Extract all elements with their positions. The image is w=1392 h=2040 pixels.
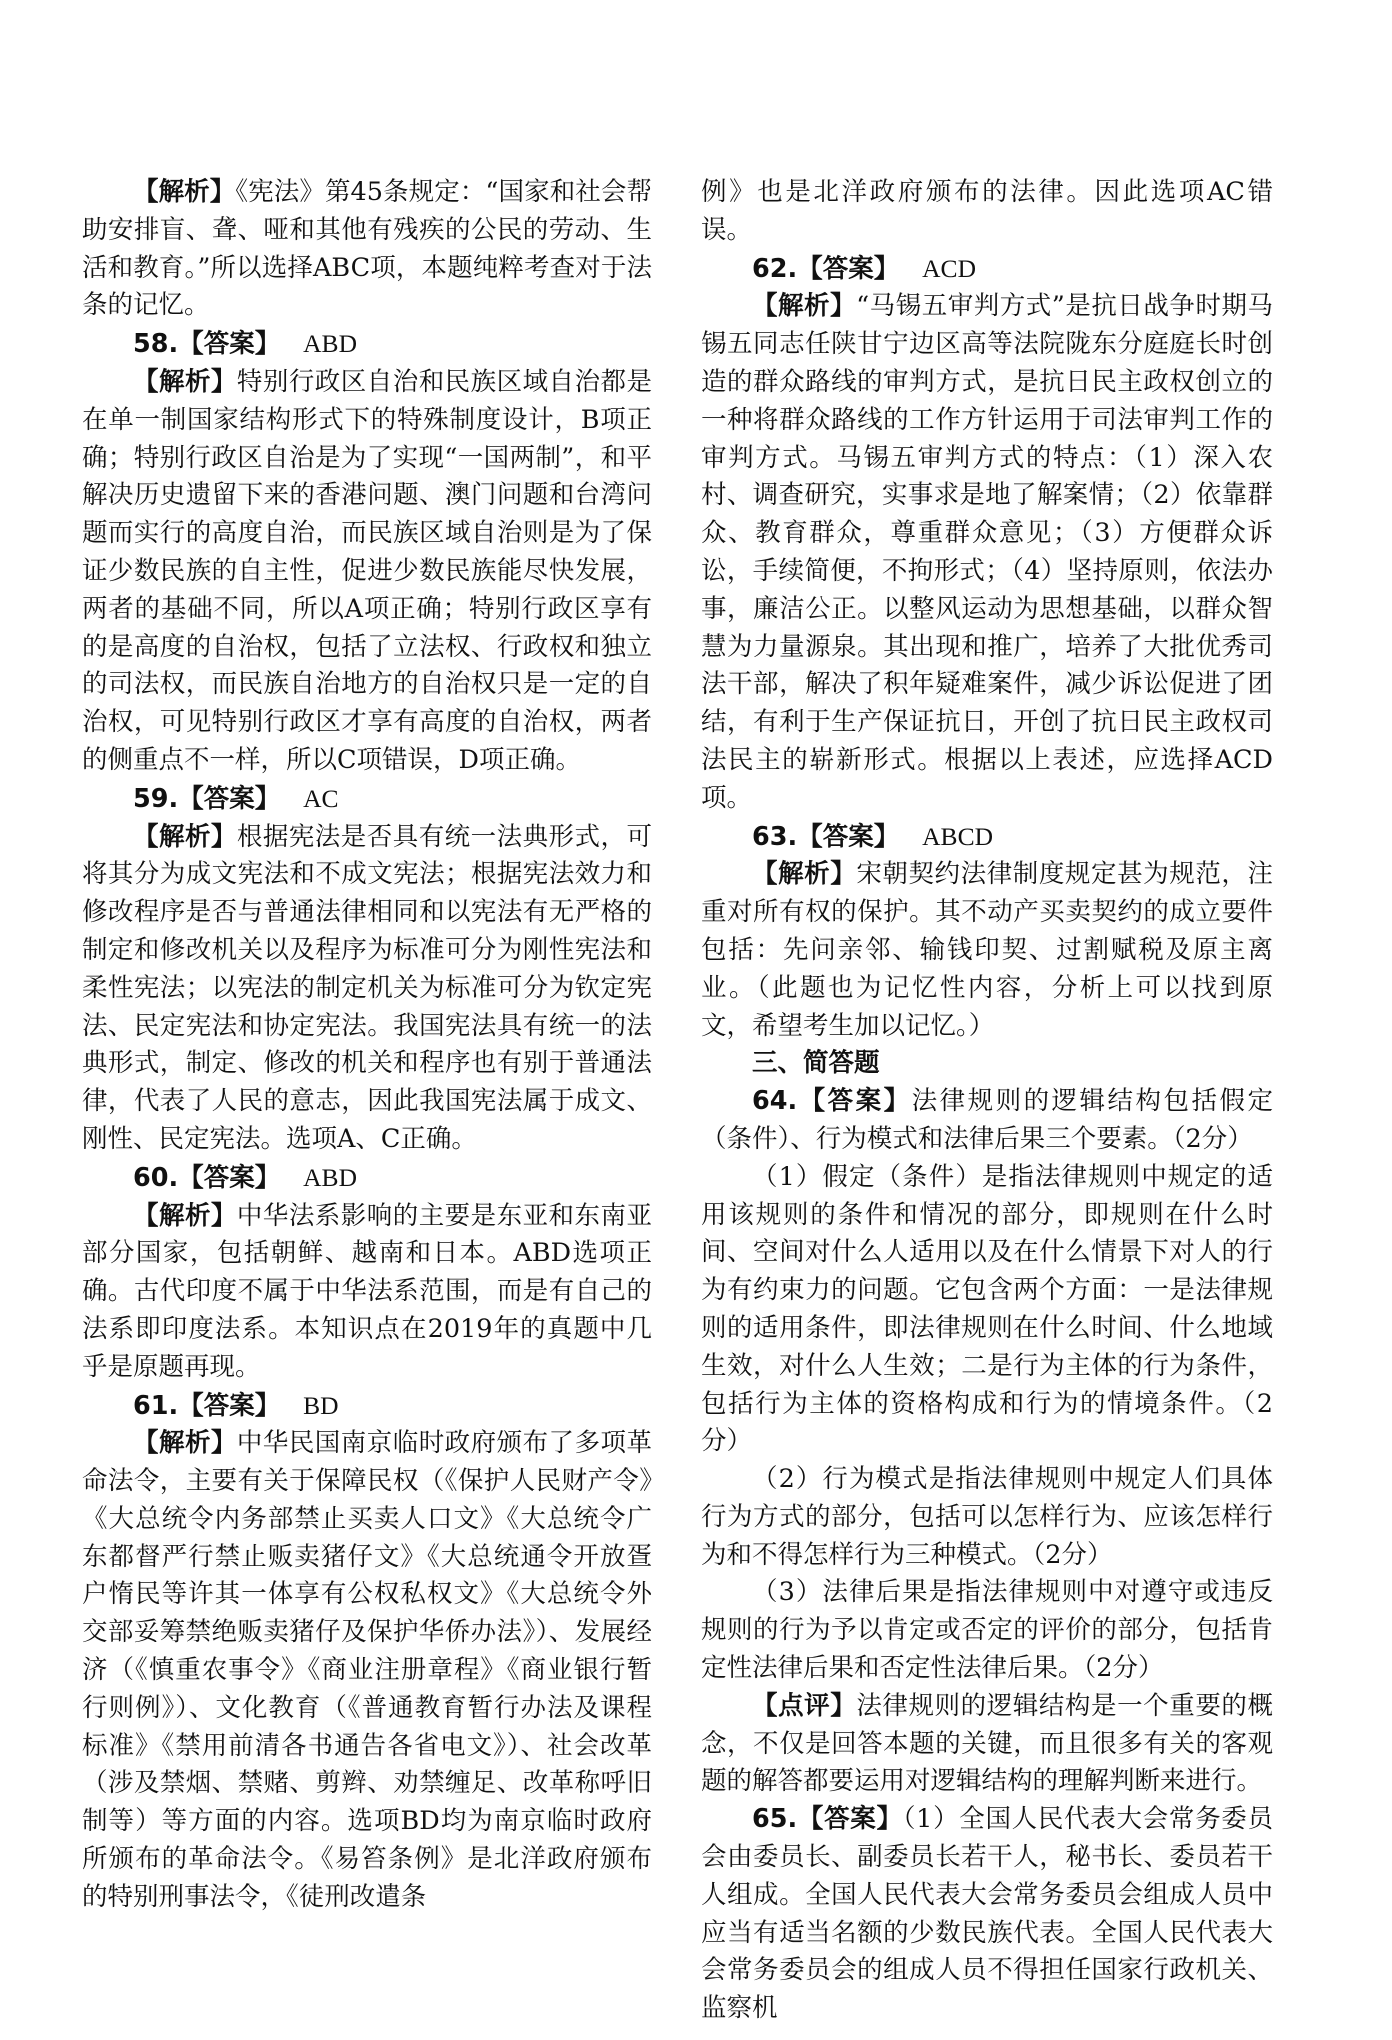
- analysis-59: 【解析】根据宪法是否具有统一法典形式，可将其分为成文宪法和不成文宪法；根据宪法效力和修改程序是否与普通法律相同和以宪法有无严格的制定和修改机关以及程序为标准可分为刚性宪法和柔性宪法；以宪法的制定机关为标准可分为钦定宪法、民定宪法和协定宪法。我国宪法具有统一的法典形式，制定、修改的机关和程序也有别于普通法律，代表了人民的意志，因此我国宪法属于成文、刚性、民定宪法。选项A、C正确。: [82, 821, 652, 1154]
- answer-64-point-1: （1）假定（条件）是指法律规则中规定的适用该规则的条件和情况的部分，即规则在什么时间、空间对什么人适用以及在什么情景下对人的行为有约束力的问题。它包含两个方面：一是法律规则的适用条件，即法律规则在什么时间、什么地域生效，对什么人生效；二是行为主体的行为条件，包括行为主体的资格构成和行为的情境条件。（2分）: [701, 1161, 1273, 1457]
- analysis-61-continued: 例》也是北洋政府颁布的法律。因此选项AC错误。: [701, 177, 1273, 245]
- analysis-61: 【解析】中华民国南京临时政府颁布了多项革命法令，主要有关于保障民权（《保护人民财产令》《大总统令内务部禁止买卖人口文》《大总统令广东都督严行禁止贩卖猪仔文》《大总统通令开放疍户惰民等许其一体享有公权私权文》《大总统令外交部妥筹禁绝贩卖猪仔及保护华侨办法》）、发展经济（《慎重农事令》《商业注册章程》《商业银行暂行则例》）、文化教育（《普通教育暂行办法及课程标准》《禁用前清各书通告各省电文》）、社会改革（涉及禁烟、禁赌、剪辫、劝禁缠足、改革称呼旧制等）等方面的内容。选项BD均为南京临时政府所颁布的革命法令。《易笞条例》是北洋政府颁布的特别刑事法令，《徒刑改遣条: [82, 1428, 652, 1912]
- analysis-57: [82, 174, 652, 325]
- right-column: [701, 174, 1273, 2028]
- answer-65: 65.【答案】（1）全国人民代表大会常务委员会由委员长、副委员长若干人，秘书长、委员若干人组成。全国人民代表大会常务委员会组成人员中应当有适当名额的少数民族代表。全国人民代表大会常务委员会的组成人员不得担任国家行政机关、监察机: [701, 1804, 1273, 2024]
- section-heading-short-answer: 三、简答题: [752, 1048, 880, 1079]
- answer-62: 62.【答案】 ACD: [752, 253, 976, 284]
- analysis-62: 【解析】“马锡五审判方式”是抗日战争时期马锡五同志任陕甘宁边区高等法院陇东分庭庭长时创造的群众路线的审判方式，是抗日民主政权创立的一种将群众路线的工作方针运用于司法审判工作的审判方式。马锡五审判方式的特点：（1）深入农村、调查研究，实事求是地了解案情；（2）依靠群众、教育群众，尊重群众意见；（3）方便群众诉讼，手续简便，不拘形式；（4）坚持原则，依法办事，廉洁公正。以整风运动为思想基础，以群众智慧为力量源泉。其出现和推广，培养了大批优秀司法干部，解决了积年疑难案件，减少诉讼促进了团结，有利于生产保证抗日，开创了抗日民主政权司法民主的崭新形式。根据以上表述，应选择ACD项。: [701, 291, 1273, 813]
- analysis-text: 《宪法》第45条规定：“国家和社会帮助安排盲、聋、哑和其他有残疾的公民的劳动、生活和教育。”所以选择ABC项，本题纯粹考查对于法条的记忆。: [82, 177, 652, 321]
- answer-64: 64.【答案】法律规则的逻辑结构包括假定（条件）、行为模式和法律后果三个要素。（2分）: [701, 1086, 1273, 1154]
- answer-60: 60.【答案】 ABD: [133, 1162, 357, 1193]
- left-column: [82, 174, 652, 1917]
- analysis-63: 【解析】宋朝契约法律制度规定甚为规范，注重对所有权的保护。其不动产买卖契约的成立要件包括：先问亲邻、输钱印契、过割赋税及原主离业。（此题也为记忆性内容，分析上可以找到原文，希望考生加以记忆。）: [701, 859, 1273, 1041]
- comment-64: 【点评】法律规则的逻辑结构是一个重要的概念，不仅是回答本题的关键，而且很多有关的客观题的解答都要运用对逻辑结构的理解判断来进行。: [701, 1690, 1273, 1797]
- answer-63: 63.【答案】 ABCD: [752, 821, 993, 852]
- answer-59: 59.【答案】 AC: [133, 783, 339, 814]
- answer-58: 58.【答案】 ABD: [133, 329, 357, 360]
- answer-61: 61.【答案】 BD: [133, 1390, 339, 1421]
- analysis-58: 【解析】特别行政区自治和民族区域自治都是在单一制国家结构形式下的特殊制度设计，B项正确；特别行政区自治是为了实现“一国两制”，和平解决历史遗留下来的香港问题、澳门问题和台湾问题而实行的高度自治，而民族区域自治则是为了保证少数民族的自主性，促进少数民族能尽快发展，两者的基础不同，所以A项正确；特别行政区享有的是高度的自治权，包括了立法权、行政权和独立的司法权，而民族自治地方的自治权只是一定的自治权，可见特别行政区才享有高度的自治权，两者的侧重点不一样，所以C项错误，D项正确。: [82, 366, 652, 775]
- analysis-tag: 【解析】: [133, 177, 236, 207]
- answer-64-point-3: （3）法律后果是指法律规则中对遵守或违反规则的行为予以肯定或否定的评价的部分，包括肯定性法律后果和否定性法律后果。（2分）: [701, 1577, 1273, 1684]
- analysis-60: 【解析】中华法系影响的主要是东亚和东南亚部分国家，包括朝鲜、越南和日本。ABD选项正确。古代印度不属于中华法系范围，而是有自己的法系即印度法系。本知识点在2019年的真题中几乎是原题再现。: [82, 1200, 652, 1382]
- answer-64-point-2: （2）行为模式是指法律规则中规定人们具体行为方式的部分，包括可以怎样行为、应该怎样行为和不得怎样行为三种模式。（2分）: [701, 1464, 1273, 1570]
